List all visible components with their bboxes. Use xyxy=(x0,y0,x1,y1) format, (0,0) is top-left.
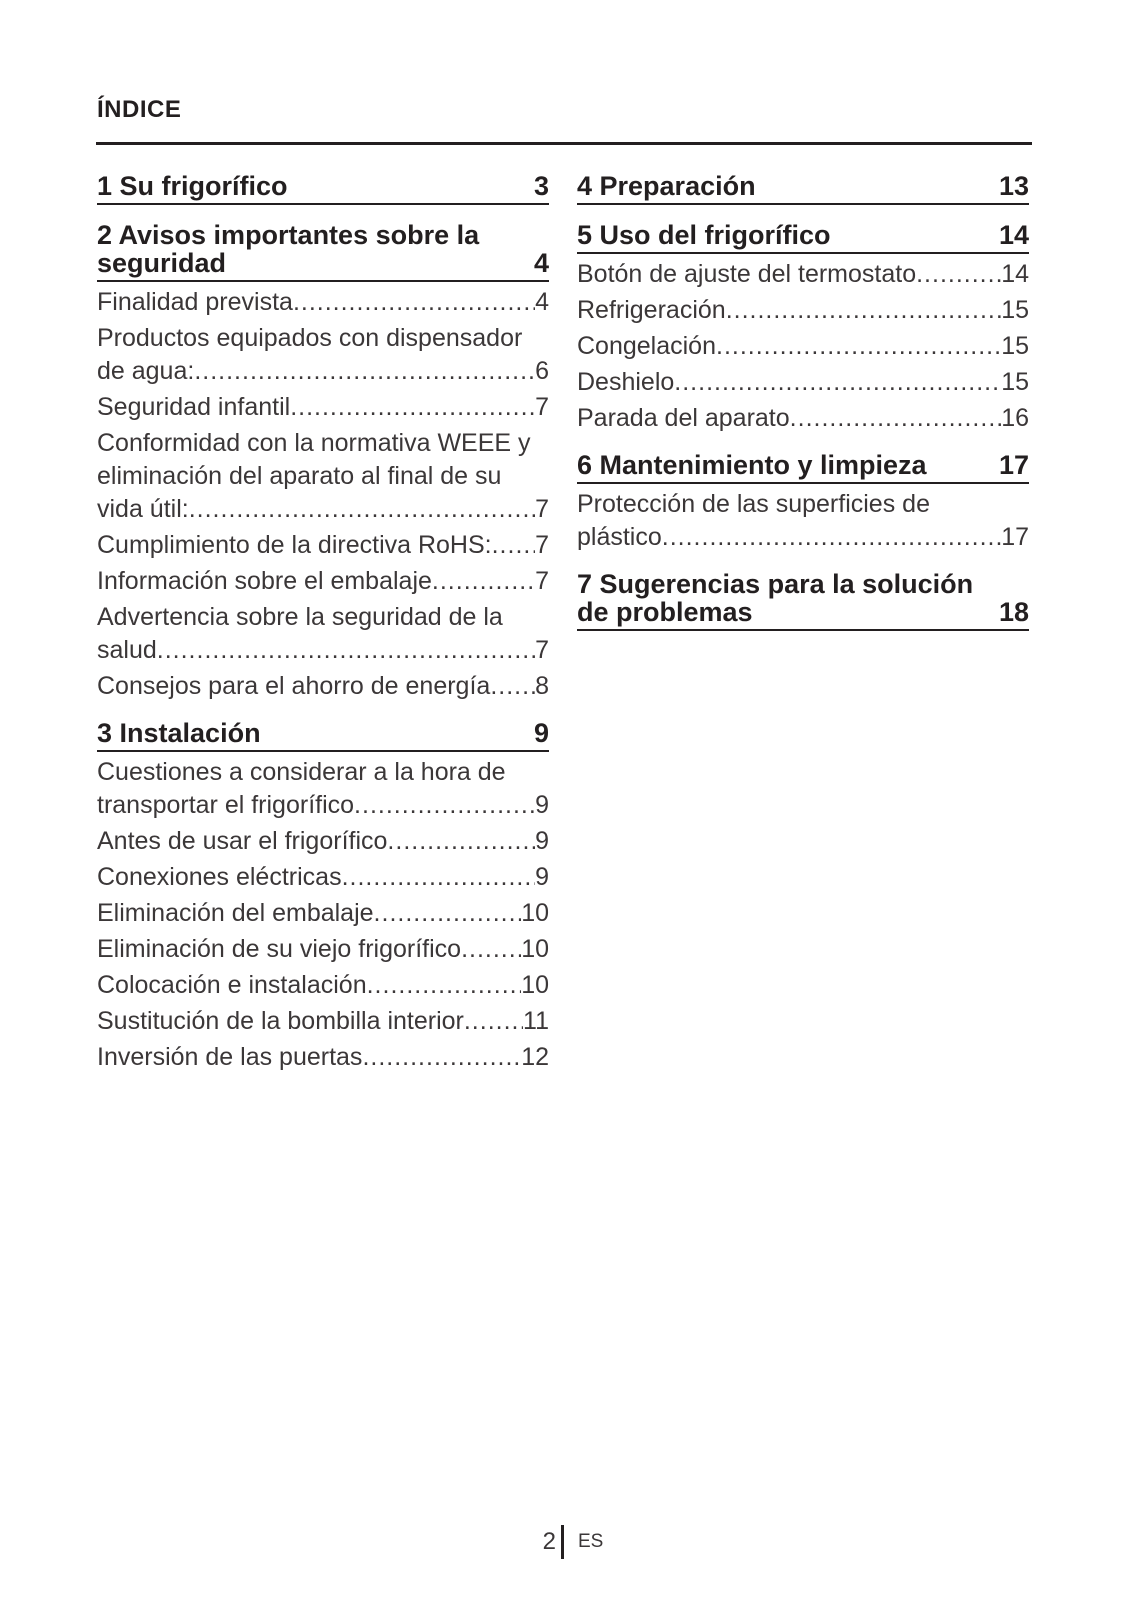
entry-page-number: 14 xyxy=(1001,260,1029,288)
section-heading[interactable] xyxy=(577,221,1029,254)
entry-page-number: 8 xyxy=(535,672,549,700)
section-heading[interactable] xyxy=(577,451,1029,484)
entry-text: Refrigeración xyxy=(577,296,726,324)
toc-entry[interactable] xyxy=(97,969,549,1002)
dot-leader xyxy=(492,529,535,562)
toc-entry[interactable] xyxy=(97,286,549,319)
toc-section xyxy=(577,570,1029,631)
dot-leader xyxy=(432,565,535,598)
section-title[interactable]: 2 Avisos importantes sobre la seguridad xyxy=(97,220,480,278)
section-page-number[interactable]: 9 xyxy=(533,718,549,748)
toc-entry[interactable] xyxy=(577,294,1029,327)
entry-text: Conexiones eléctricas xyxy=(97,863,342,891)
section-title[interactable]: 4 Preparación xyxy=(577,171,756,201)
entry-page-number: 7 xyxy=(535,636,549,664)
entry-line xyxy=(97,493,549,526)
toc-entry[interactable] xyxy=(577,258,1029,291)
entry-text: Información sobre el embalaje xyxy=(97,567,432,595)
entry-text: transportar el frigorífico xyxy=(97,791,355,819)
toc-entry[interactable] xyxy=(97,897,549,930)
entry-line xyxy=(577,521,1029,554)
dot-leader xyxy=(367,969,522,1002)
dot-leader xyxy=(362,1041,521,1074)
entry-line xyxy=(97,1041,549,1074)
entry-line xyxy=(97,670,549,703)
entry-text: Parada del aparato xyxy=(577,404,790,432)
toc-entry[interactable] xyxy=(97,756,549,822)
footer-page-number: 2 xyxy=(542,1528,556,1555)
entry-line xyxy=(97,634,549,667)
section-heading[interactable] xyxy=(97,172,549,205)
entry-page-number: 17 xyxy=(1001,523,1029,551)
entry-page-number: 7 xyxy=(535,393,549,421)
entry-page-number: 10 xyxy=(521,899,549,927)
section-page-number[interactable]: 14 xyxy=(998,220,1029,250)
dot-leader xyxy=(189,493,535,526)
entry-page-number: 15 xyxy=(1001,332,1029,360)
entry-line xyxy=(577,330,1029,363)
entry-text: Conformidad con la normativa WEEE y eliminación del aparato al final de su xyxy=(97,429,531,490)
entry-page-number: 9 xyxy=(535,827,549,855)
toc-entry[interactable] xyxy=(97,601,549,667)
toc-entry[interactable] xyxy=(97,825,549,858)
toc-entry[interactable] xyxy=(97,427,549,526)
entry-line xyxy=(97,1005,549,1038)
dot-leader xyxy=(387,825,535,858)
entry-text: vida útil: xyxy=(97,495,189,523)
toc-right-column xyxy=(577,172,1029,647)
dot-leader xyxy=(916,258,1001,291)
entry-page-number: 16 xyxy=(1001,404,1029,432)
entry-text: Eliminación del embalaje xyxy=(97,899,374,927)
entry-text: Productos equipados con dispensador xyxy=(97,324,523,352)
entry-text: Deshielo xyxy=(577,368,675,396)
toc-entry[interactable] xyxy=(97,670,549,703)
section-page-number[interactable]: 17 xyxy=(998,450,1029,480)
entry-text: de agua: xyxy=(97,357,195,385)
dot-leader xyxy=(726,294,1002,327)
entry-line xyxy=(97,286,549,319)
entry-text: Protección de las superficies de xyxy=(577,490,930,518)
title-rule xyxy=(96,142,1032,145)
dot-leader xyxy=(194,355,535,388)
section-heading[interactable] xyxy=(97,719,549,752)
entry-page-number: 6 xyxy=(535,357,549,385)
entry-text: plástico xyxy=(577,523,662,551)
toc-section xyxy=(97,172,549,205)
section-title[interactable]: 6 Mantenimiento y limpieza xyxy=(577,450,927,480)
dot-leader xyxy=(490,670,535,703)
entry-line xyxy=(577,258,1029,291)
dot-leader xyxy=(290,391,535,424)
dot-leader xyxy=(464,1005,523,1038)
dot-leader xyxy=(374,897,522,930)
toc-entry[interactable] xyxy=(577,402,1029,435)
footer-divider xyxy=(561,1525,564,1559)
entry-line xyxy=(97,355,549,388)
entry-text: Cumplimiento de la directiva RoHS: xyxy=(97,531,492,559)
entry-text: Inversión de las puertas xyxy=(97,1043,363,1071)
section-page-number[interactable]: 13 xyxy=(998,171,1029,201)
section-page-number[interactable]: 3 xyxy=(533,171,549,201)
section-title[interactable]: 7 Sugerencias para la solución de problemas xyxy=(577,569,974,627)
toc-entry[interactable] xyxy=(97,322,549,388)
entry-line xyxy=(97,897,549,930)
entry-text: Seguridad infantil xyxy=(97,393,291,421)
section-heading[interactable] xyxy=(97,221,549,282)
dot-leader xyxy=(157,634,535,667)
footer-language: ES xyxy=(578,1531,604,1552)
section-page-number[interactable]: 18 xyxy=(998,597,1029,627)
entry-line xyxy=(577,366,1029,399)
toc-entry[interactable] xyxy=(577,488,1029,554)
toc-entry[interactable] xyxy=(577,366,1029,399)
entry-line xyxy=(97,391,549,424)
entry-text: Cuestiones a considerar a la hora de xyxy=(97,758,506,786)
entry-page-number: 7 xyxy=(535,531,549,559)
toc-entry[interactable] xyxy=(97,391,549,424)
entry-line xyxy=(577,294,1029,327)
entry-text: Eliminación de su viejo frigorífico xyxy=(97,935,462,963)
entry-text: Finalidad prevista xyxy=(97,288,293,316)
toc-left-column xyxy=(97,172,549,1090)
toc-section xyxy=(577,451,1029,554)
section-title[interactable]: 5 Uso del frigorífico xyxy=(577,220,831,250)
entry-page-number: 10 xyxy=(521,935,549,963)
toc-section xyxy=(97,221,549,703)
entry-line xyxy=(97,969,549,1002)
toc-section xyxy=(97,719,549,1074)
toc-entry[interactable] xyxy=(577,330,1029,363)
entry-page-number: 15 xyxy=(1001,368,1029,396)
entry-text: Botón de ajuste del termostato xyxy=(577,260,917,288)
section-heading[interactable] xyxy=(577,570,1029,631)
toc-section xyxy=(577,221,1029,435)
entry-text: Consejos para el ahorro de energía xyxy=(97,672,491,700)
dot-leader xyxy=(293,286,535,319)
entry-text: Congelación xyxy=(577,332,716,360)
entry-page-number: 7 xyxy=(535,567,549,595)
entry-text: Antes de usar el frigorífico xyxy=(97,827,388,855)
toc-entry[interactable] xyxy=(97,529,549,562)
entry-line xyxy=(577,402,1029,435)
entry-text: Colocación e instalación xyxy=(97,971,367,999)
entry-text: Sustitución de la bombilla interior xyxy=(97,1007,464,1035)
dot-leader xyxy=(354,789,535,822)
entry-text: Advertencia sobre la seguridad de la xyxy=(97,603,503,631)
page-title: ÍNDICE xyxy=(97,96,182,123)
entry-line xyxy=(97,529,549,562)
dot-leader xyxy=(461,933,521,966)
toc-entry[interactable] xyxy=(97,933,549,966)
entry-line xyxy=(97,565,549,598)
entry-line xyxy=(97,789,549,822)
section-page-number[interactable]: 4 xyxy=(533,248,549,278)
toc-section xyxy=(577,172,1029,205)
entry-line xyxy=(97,933,549,966)
dot-leader xyxy=(716,330,1001,363)
entry-page-number: 10 xyxy=(521,971,549,999)
toc-entry[interactable] xyxy=(97,1005,549,1038)
entry-page-number: 15 xyxy=(1001,296,1029,324)
entry-page-number: 7 xyxy=(535,495,549,523)
dot-leader xyxy=(662,521,1001,554)
entry-line xyxy=(97,861,549,894)
dot-leader xyxy=(674,366,1001,399)
entry-line xyxy=(97,825,549,858)
toc-entry[interactable] xyxy=(97,1041,549,1074)
page-footer xyxy=(0,1525,1128,1565)
section-heading[interactable] xyxy=(577,172,1029,205)
toc-entry[interactable] xyxy=(97,565,549,598)
entry-page-number: 9 xyxy=(535,863,549,891)
section-title[interactable]: 1 Su frigorífico xyxy=(97,171,288,201)
toc-entry[interactable] xyxy=(97,861,549,894)
entry-page-number: 11 xyxy=(523,1007,549,1035)
dot-leader xyxy=(790,402,1002,435)
dot-leader xyxy=(342,861,536,894)
entry-page-number: 4 xyxy=(535,288,549,316)
entry-text: salud xyxy=(97,636,157,664)
entry-page-number: 12 xyxy=(521,1043,549,1071)
entry-page-number: 9 xyxy=(535,791,549,819)
section-title[interactable]: 3 Instalación xyxy=(97,718,261,748)
